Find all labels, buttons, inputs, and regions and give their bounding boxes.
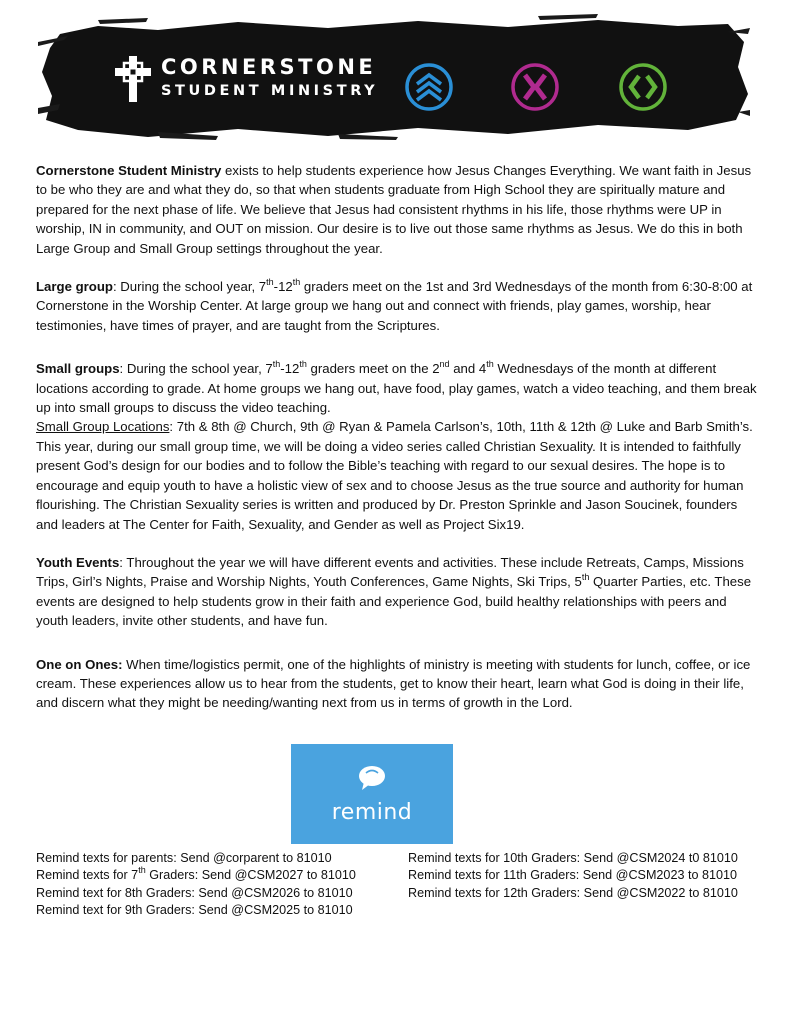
- remind-text-line: Remind text for 8th Graders: Send @CSM2026 to 81010: [36, 885, 353, 900]
- remind-text-line: Remind texts for 11th Graders: Send @CSM2023 to 81010: [408, 868, 737, 883]
- superscript: th: [299, 359, 307, 370]
- small-groups-text: : During the school year, 7: [119, 361, 273, 377]
- one-on-ones-text: When time/logistics permit, one of the highlights of ministry is meeting with students for lunch, coffee, or ice cream. These experiences allow us to hear from the students, get to know their heart, learn what God is doing in their life, and discern what they might be needing/wanting next from us in terms of growth in the Lord.: [36, 656, 751, 711]
- remind-text-line: Remind texts for 12th Graders: Send @CSM2022 to 81010: [408, 885, 738, 900]
- brand-logo: [115, 55, 379, 106]
- locations-text: : 7th & 8th @ Church, 9th @ Ryan & Pamela Carlson’s, 10th, 11th & 12th @ Luke and Barb Smith’s.: [169, 419, 753, 435]
- intro-lead: Cornerstone Student Ministry: [36, 163, 222, 178]
- superscript: th: [292, 277, 301, 288]
- youth-events-heading: Youth Events: [36, 554, 120, 570]
- remind-texts-left: [36, 850, 356, 919]
- small-group-locations: [36, 417, 758, 436]
- remind-text-part: Graders: Send @CSM2027 to 81010: [145, 868, 356, 883]
- remind-logo-text: remind: [331, 800, 413, 825]
- speech-bubble-icon: [357, 764, 387, 792]
- series-paragraph: This year, during our small group time, we will be doing a video series called Christian Sexuality. It is intended to faithfully present God’s design for our bodies and to follow the Bible’s teaching with regard to our sexual desires. The hope is to encourage and equip youth to have a holistic view of sex and to choose Jesus as the true source and authority for human flourishing. The Christian Sexuality series is written and produced by Dr. Preston Sprinkle and Jason Soucinek, founders and leaders at The Center for Faith, Sexuality, and Gender as well as Project Six19.: [36, 438, 744, 532]
- large-group-text: -12: [273, 279, 293, 295]
- out-chevrons-icon: [618, 62, 668, 112]
- superscript: th: [272, 359, 281, 370]
- up-chevrons-icon: [404, 62, 454, 112]
- remind-text-line: Remind texts for parents: Send @corparent to 81010: [36, 851, 332, 865]
- brand-name: CORNERSTONE: [161, 55, 377, 79]
- small-groups-paragraph: [36, 359, 758, 417]
- large-group-paragraph: [36, 277, 758, 335]
- remind-text-line: [36, 867, 356, 884]
- small-groups-heading: Small groups: [36, 361, 120, 377]
- small-groups-text: -12: [280, 361, 300, 377]
- youth-events-text: : Throughout the year we will have different events and activities. These include Retreats, Camps, Missions Trips, Girl’s Nights, Praise and Worship Nights, Youth Conferences, Game Nights, Ski Trips, 5: [36, 554, 744, 590]
- superscript: th: [138, 865, 146, 876]
- superscript: nd: [439, 359, 450, 370]
- large-group-text: graders meet on the 1st and 3rd Wednesdays of the month from 6:30-8:00 at Cornerstone in the Worship Center. At large group we hang out and connect with friends, play games, worship, hear testimonies, have times of prayer, and are taught from the Scriptures.: [36, 279, 753, 333]
- one-on-ones-heading: One on Ones:: [36, 656, 123, 672]
- superscript: th: [486, 359, 494, 370]
- brand-subtitle: STUDENT MINISTRY: [161, 83, 379, 99]
- small-groups-text: and 4: [449, 361, 487, 377]
- locations-label: Small Group Locations: [36, 419, 170, 435]
- remind-text-line: Remind texts for 10th Graders: Send @CSM2024 t0 81010: [408, 851, 738, 865]
- intro-paragraph: [36, 161, 758, 258]
- one-on-ones-paragraph: [36, 655, 758, 713]
- small-groups-text: Wednesdays of the month at different locations according to grade. At home groups we hang out, have food, play games, watch a video teaching, and them break up into small groups to discuss the video teaching.: [36, 361, 757, 416]
- remind-texts-right: [408, 850, 738, 902]
- intro-text: exists to help students experience how Jesus Changes Everything. We want faith in Jesus to be who they are and what they do, so that when students graduate from High School they are spiritually mature and prepared for the next phase of life. We believe that Jesus had consistent rhythms in his life, those rhythms were UP in worship, IN in community, and OUT on mission. Our desire is to live out those same rhythms as Jesus. We do this in both Large Group and Small Group settings throughout the year.: [36, 163, 752, 256]
- remind-text-line: Remind text for 9th Graders: Send @CSM2025 to 81010: [36, 902, 353, 917]
- youth-events-text: Quarter Parties, etc. These events are designed to help students grow in their faith and experience God, build healthy relationships with peers and youth leaders, invite other students, and have fun.: [36, 574, 752, 629]
- remind-text-part: Remind texts for 7: [36, 868, 139, 883]
- x-chevrons-icon: [510, 62, 560, 112]
- cross-icon: [115, 56, 151, 102]
- superscript: th: [266, 277, 274, 288]
- small-groups-text: graders meet on the 2: [306, 361, 440, 377]
- large-group-text: : During the school year, 7: [112, 279, 267, 295]
- remind-logo: [291, 744, 453, 844]
- superscript: th: [581, 572, 590, 583]
- youth-events-paragraph: [36, 553, 758, 631]
- document-body: [36, 161, 758, 713]
- large-group-heading: Large group: [36, 279, 113, 295]
